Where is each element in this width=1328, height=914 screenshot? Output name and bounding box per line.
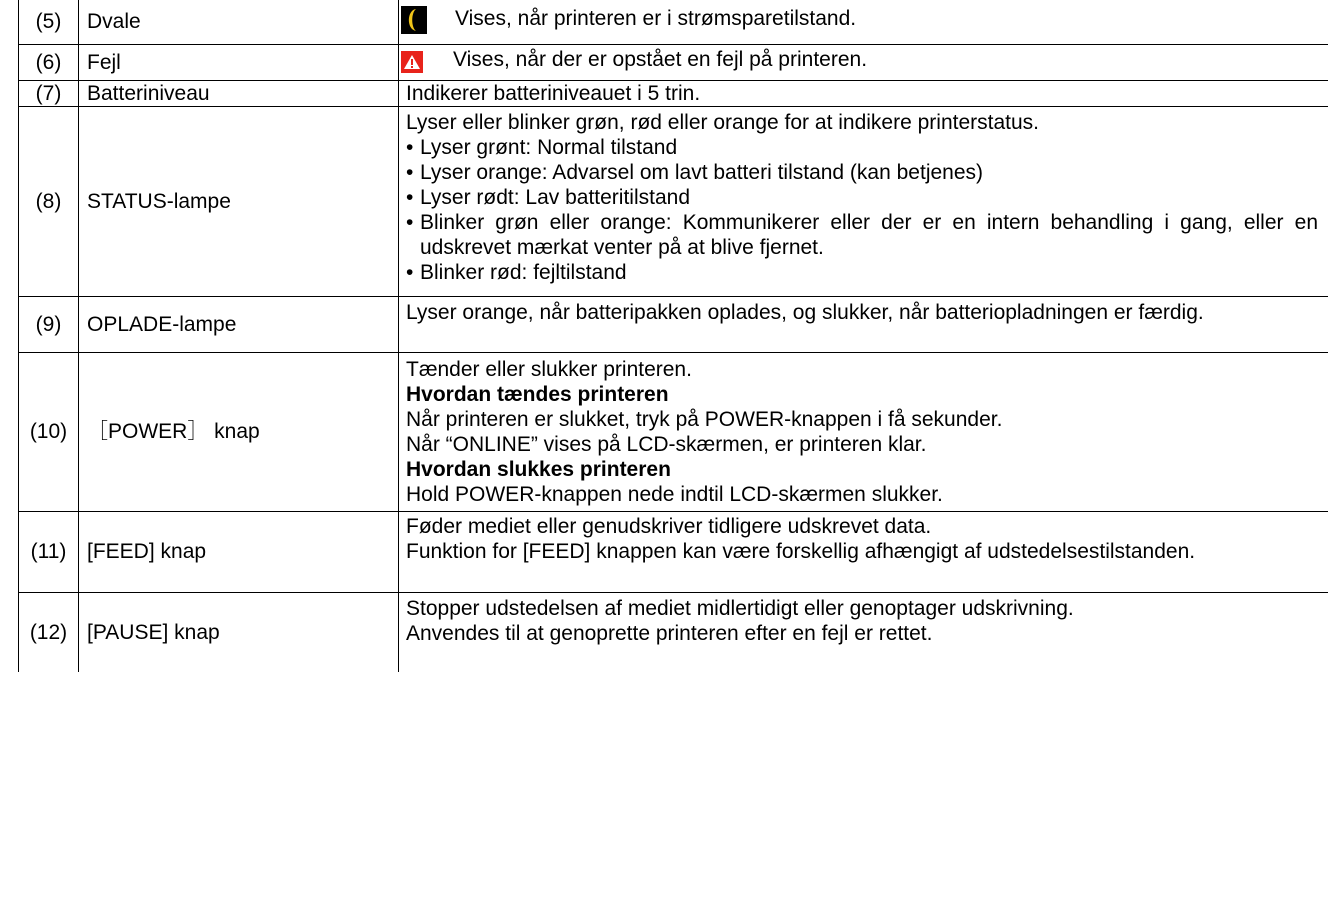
warning-icon — [401, 47, 423, 79]
specification-table — [18, 0, 1328, 672]
row-number: (7) — [19, 80, 79, 106]
row-number: (8) — [19, 106, 79, 296]
row-description — [399, 592, 1328, 672]
moon-icon — [401, 6, 427, 40]
row-name: Dvale — [79, 0, 399, 44]
table-row — [19, 511, 1328, 592]
description-line: Når printeren er slukket, tryk på POWER-knappen i få sekunder. — [406, 407, 1003, 431]
bullet-item: • Blinker rød: fejltilstand — [406, 260, 1318, 285]
row-number: (12) — [19, 592, 79, 672]
table-row — [19, 296, 1328, 352]
description-line: Føder mediet eller genudskriver tidligere udskrevet data. — [406, 514, 932, 538]
row-name: ［POWER］ knap — [79, 352, 399, 511]
bullet-item: • Lyser orange: Advarsel om lavt batteri tilstand (kan betjenes) — [406, 160, 1318, 185]
table-row — [19, 0, 1328, 44]
table-row — [19, 592, 1328, 672]
row-number: (6) — [19, 44, 79, 80]
description-heading: Hvordan tændes printeren — [406, 382, 669, 406]
row-number: (10) — [19, 352, 79, 511]
row-name: Fejl — [79, 44, 399, 80]
row-name: [PAUSE] knap — [79, 592, 399, 672]
table-row — [19, 352, 1328, 511]
row-name: OPLADE-lampe — [79, 296, 399, 352]
row-number: (11) — [19, 511, 79, 592]
description-line: Indikerer batteriniveauet i 5 trin. — [406, 81, 701, 105]
description-line: Tænder eller slukker printeren. — [406, 357, 692, 381]
row-description — [399, 352, 1328, 511]
row-name: Batteriniveau — [79, 80, 399, 106]
bullet-item: • Lyser grønt: Normal tilstand — [406, 135, 1318, 160]
row-description — [399, 0, 1328, 44]
table-row — [19, 80, 1328, 106]
description-line: Anvendes til at genoprette printeren efter en fejl er rettet. — [406, 621, 933, 645]
row-name: STATUS-lampe — [79, 106, 399, 296]
description-line: Lyser eller blinker grøn, rød eller orange for at indikere printerstatus. — [406, 110, 1039, 134]
description-line: Lyser orange, når batteripakken oplades, og slukker, når batteriopladningen er færdig. — [406, 300, 1204, 324]
row-name: [FEED] knap — [79, 511, 399, 592]
row-number: (9) — [19, 296, 79, 352]
description-line: Stopper udstedelsen af mediet midlertidigt eller genoptager udskrivning. — [406, 596, 1074, 620]
table-row — [19, 106, 1328, 296]
row-description — [399, 44, 1328, 80]
description-line: Funktion for [FEED] knappen kan være forskellig afhængigt af udstedelsestilstanden. — [406, 539, 1196, 563]
row-description — [399, 511, 1328, 592]
bullet-item: • Lyser rødt: Lav batteritilstand — [406, 185, 1318, 210]
bullet-item: • Blinker grøn eller orange: Kommunikerer eller der er en intern behandling i gang, eller en udskrevet mærkat venter på at blive fjernet. — [406, 210, 1318, 260]
row-number: (5) — [19, 0, 79, 44]
table-row — [19, 44, 1328, 80]
description-line: Når “ONLINE” vises på LCD-skærmen, er printeren klar. — [406, 432, 927, 456]
description-line: Vises, når der er opstået en fejl på printeren. — [453, 47, 868, 71]
description-heading: Hvordan slukkes printeren — [406, 457, 671, 481]
row-description — [399, 296, 1328, 352]
row-description — [399, 80, 1328, 106]
description-line: Vises, når printeren er i strømsparetilstand. — [455, 7, 857, 30]
row-description — [399, 106, 1328, 296]
description-line: Hold POWER-knappen nede indtil LCD-skærmen slukker. — [406, 482, 943, 506]
